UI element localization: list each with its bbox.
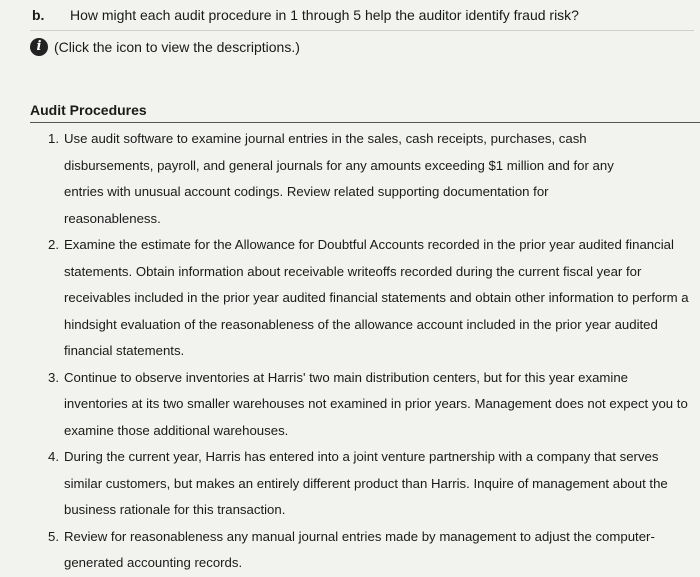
- procedure-text: Continue to observe inventories at Harris' two main distribution centers, but for this year examine inventories at its two smaller warehouses not examined in prior years. Management does not expect you to examine those additional warehouses.: [64, 369, 688, 438]
- procedure-number: 5.: [48, 528, 59, 544]
- question-letter: b.: [32, 7, 45, 23]
- procedure-text: Use audit software to examine journal entries in the sales, cash receipts, purchases, cash disbursements, payroll, and general journals for any amounts exceeding $1 million and for any entries with unusual account codings. Review related supporting documentation for reasonableness.: [64, 131, 614, 226]
- section-rule: [30, 122, 700, 123]
- procedure-number: 2.: [48, 237, 59, 252]
- section-title: Audit Procedures: [30, 102, 147, 118]
- procedure-number: 3.: [48, 369, 59, 385]
- procedure-list: [48, 126, 698, 577]
- question-text: How might each audit procedure in 1 through 5 help the auditor identify fraud risk?: [70, 7, 579, 23]
- procedure-item-1: [48, 126, 648, 232]
- procedure-item-3: [48, 365, 688, 445]
- procedure-item-2: [48, 232, 696, 365]
- procedure-text: Review for reasonableness any manual journal entries made by management to adjust the computer-generated accounting records.: [64, 528, 655, 570]
- divider: [30, 30, 694, 31]
- question: [32, 7, 579, 23]
- hint-text[interactable]: (Click the icon to view the descriptions.): [54, 39, 300, 55]
- procedure-text: During the current year, Harris has entered into a joint venture partnership with a company that serves similar customers, but makes an entirely different product than Harris. Inquire of management about the business rationale for this transaction.: [64, 449, 668, 517]
- procedure-item-5: [48, 524, 688, 577]
- procedure-text: Examine the estimate for the Allowance for Doubtful Accounts recorded in the prior year audited financial statements. Obtain information about receivable writeoffs recorded during the current fiscal year for receivables included in the prior year audited financial statements and obtain other information to perform a hindsight evaluation of the reasonableness of the allowance account included in the prior year audited financial statements.: [64, 237, 689, 358]
- hint: [30, 38, 300, 56]
- procedure-number: 1.: [48, 131, 59, 146]
- procedure-item-4: [48, 444, 696, 524]
- procedure-number: 4.: [48, 449, 59, 464]
- info-icon[interactable]: i: [30, 38, 48, 56]
